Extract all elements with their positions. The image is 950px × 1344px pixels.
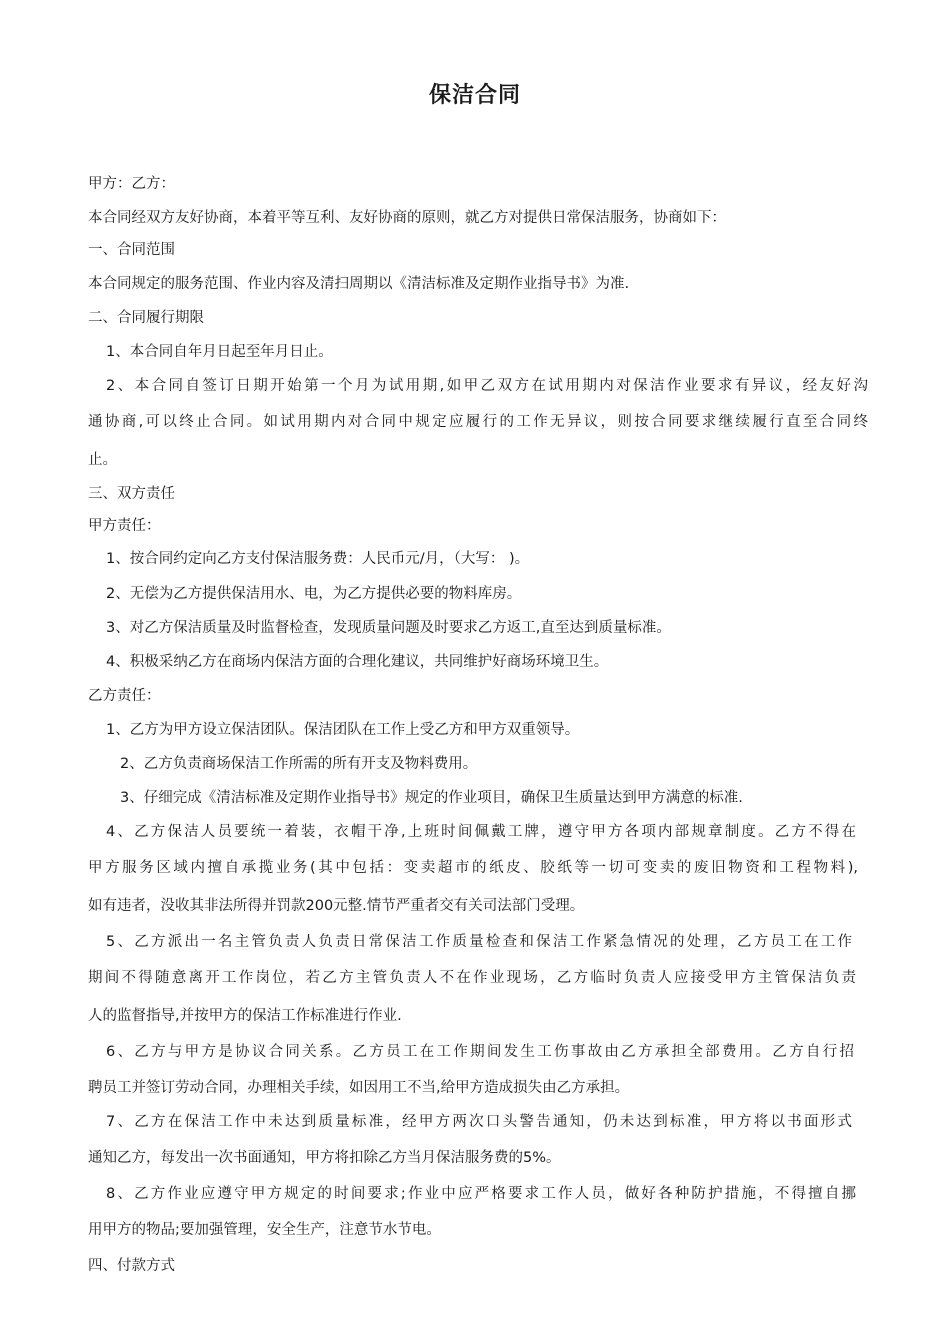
- clause-line: 如有违者，没收其非法所得并罚款200元整.情节严重者交有关司法部门受理。: [88, 898, 585, 914]
- clause-line: 2、无偿为乙方提供保洁用水、电，为乙方提供必要的物料库房。: [106, 586, 522, 602]
- clause-line: 期间不得随意离开工作岗位，若乙方主管负责人不在作业现场，乙方临时负责人应接受甲方主管保洁负责: [88, 970, 856, 986]
- clause-line: 1、乙方为甲方设立保洁团队。保洁团队在工作上受乙方和甲方双重领导。: [106, 722, 580, 738]
- clause-line: 3、对乙方保洁质量及时监督检查，发现质量问题及时要求乙方返工,直至达到质量标准。: [106, 620, 671, 636]
- clause-line: 甲方服务区域内擅自承揽业务(其中包括：变卖超市的纸皮、胶纸等一切可变卖的废旧物资和工程物料),: [88, 860, 858, 876]
- section-heading: 二、合同履行期限: [88, 310, 204, 326]
- clause-line: 6、乙方与甲方是协议合同关系。乙方员工在工作期间发生工伤事故由乙方承担全部费用。乙方自行招: [106, 1044, 854, 1060]
- preamble-line: 本合同经双方友好协商，本着平等互利、友好协商的原则，就乙方对提供日常保洁服务，协商如下：: [88, 210, 726, 226]
- parties-line: 甲方：乙方：: [88, 176, 175, 192]
- clause-line: 2、乙方负责商场保洁工作所需的所有开支及物料费用。: [120, 756, 478, 772]
- clause-line: 7、乙方在保洁工作中未达到质量标准，经甲方两次口头警告通知，仍未达到标准，甲方将以书面形式: [106, 1114, 852, 1130]
- clause-line: 人的监督指导,并按甲方的保洁工作标准进行作业.: [88, 1008, 402, 1024]
- clause-line: 8、乙方作业应遵守甲方规定的时间要求;作业中应严格要求工作人员，做好各种防护措施，不得擅自挪: [106, 1186, 856, 1202]
- document-title: 保洁合同: [428, 83, 521, 108]
- section-heading: 一、合同范围: [88, 242, 175, 258]
- clause-line: 4、积极采纳乙方在商场内保洁方面的合理化建议，共同维护好商场环境卫生。: [106, 654, 609, 670]
- section-heading: 三、双方责任: [88, 486, 175, 502]
- clause-line: 5、乙方派出一名主管负责人负责日常保洁工作质量检查和保洁工作紧急情况的处理，乙方员工在工作: [106, 934, 852, 950]
- section-heading: 四、付款方式: [88, 1258, 175, 1274]
- clause-line: 2、本合同自签订日期开始第一个月为试用期,如甲乙双方在试用期内对保洁作业要求有异议，经友好沟: [106, 378, 868, 394]
- paragraph-line: 本合同规定的服务范围、作业内容及清扫周期以《清洁标准及定期作业指导书》为准.: [88, 276, 630, 292]
- clause-line: 用甲方的物品;要加强管理，安全生产，注意节水节电。: [88, 1222, 441, 1238]
- subsection-heading: 甲方责任：: [88, 518, 161, 534]
- clause-line: 通协商,可以终止合同。如试用期内对合同中规定应履行的工作无异议，则按合同要求继续履行直至合同终: [88, 414, 868, 430]
- clause-line: 聘员工并签订劳动合同，办理相关手续，如因用工不当,给甲方造成损失由乙方承担。: [88, 1080, 630, 1096]
- clause-line: 1、本合同自年月日起至年月日止。: [106, 344, 333, 360]
- clause-line: 1、按合同约定向乙方支付保洁服务费：人民币元/月，（大写： )。: [106, 551, 530, 567]
- subsection-heading: 乙方责任：: [88, 688, 161, 704]
- clause-line: 通知乙方，每发出一次书面通知，甲方将扣除乙方当月保洁服务费的5%。: [88, 1150, 561, 1166]
- clause-line: 4、乙方保洁人员要统一着装，衣帽干净,上班时间佩戴工牌，遵守甲方各项内部规章制度。乙方不得在: [106, 824, 856, 840]
- clause-line: 3、仔细完成《清洁标准及定期作业指导书》规定的作业项目，确保卫生质量达到甲方满意的标准.: [120, 790, 743, 806]
- clause-line: 止。: [88, 452, 117, 468]
